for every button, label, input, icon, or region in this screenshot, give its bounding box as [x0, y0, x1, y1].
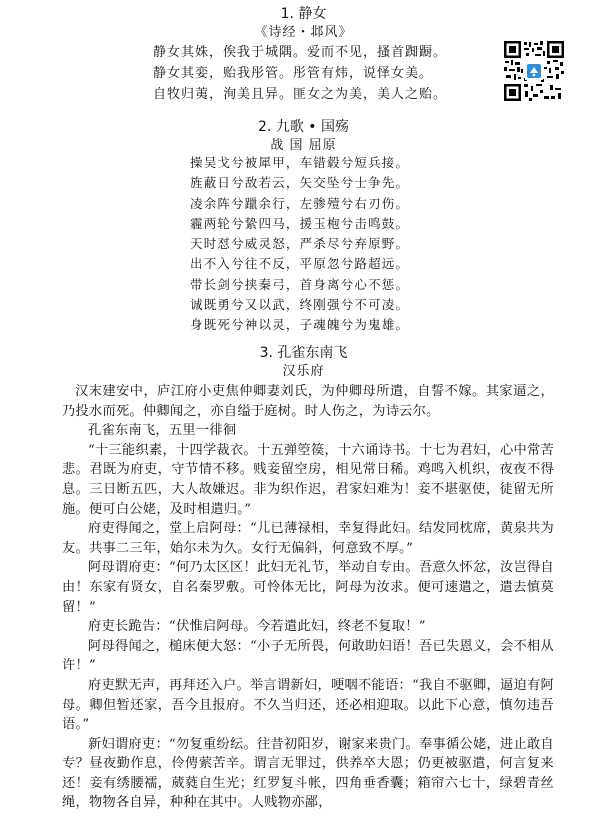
- poem3-paragraph: 孔雀东南飞，五里一徘徊: [88, 423, 237, 439]
- poem2-line: 出不入兮往不反，平原忽兮路超远。: [190, 256, 410, 272]
- poem1-line: 静女其姝，俟我于城隅。爱而不见，搔首踟蹰。: [153, 45, 448, 60]
- poem2-line: 操吴戈兮被犀甲，车错毂兮短兵接。: [190, 155, 410, 170]
- poem2-heading: 2. 九歌 • 国殇: [258, 119, 349, 135]
- poem1-source: 《诗经・邶风》: [254, 25, 353, 40]
- poem1-heading: 1. 静女: [280, 6, 327, 22]
- poem2-line: 带长剑兮挟秦弓，首身离兮心不惩。: [190, 276, 410, 292]
- poem2-line: 诚既勇兮又以武，终刚强兮不可凌。: [190, 297, 410, 313]
- poem1-line: 自牧归荑，洵美且异。匪女之为美，美人之贻。: [153, 87, 448, 102]
- poem3-paragraph: 阿母谓府吏：“何乃太区区！此妇无礼节，举动自专由。吾意久怀忿，汝岂得自由！东家有贤女，自名秦罗敷。可怜体无比，阿母为汝求。便可速遣之，遣去慎莫留！”: [62, 560, 554, 615]
- poem3-paragraph: 府吏默无声，再拜还入户。举言谓新妇，哽咽不能语：“我自不驱卿，逼迫有阿母。卿但暂还家，吾今且报府。不久当归还，还必相迎取。以此下心意，慎勿违吾语。”: [62, 677, 554, 733]
- poem2-author: 战 国 屈原: [270, 138, 337, 153]
- poem2-line: 霾两轮兮絷四马，援玉枹兮击鸣鼓。: [190, 215, 410, 231]
- poem3-author: 汉乐府: [282, 364, 325, 379]
- qr-code-icon: [503, 40, 565, 102]
- poem2-body: [190, 153, 450, 336]
- poem3-preface: 汉末建安中，庐江府小吏焦仲卿妻刘氏，为仲卿母所遣，自誓不嫁。其家逼之，乃投水而死。仲卿闻之，亦自缢于庭树。时人伤之，为诗云尔。: [62, 384, 554, 419]
- poem3-paragraph: 新妇谓府吏：“勿复重纷纭。往昔初阳岁，谢家来贵门。奉事循公姥，进止敢自专？昼夜勤作息，伶俜萦苦辛。谓言无罪过，供养卒大恩；仍更被驱遣，何言复来还！妾有绣腰襦，葳蕤自生光；红罗复斗帐，四角垂香囊；箱帘六七十，绿碧青丝绳，物物各自异，种种在其中。人贱物亦鄙，: [62, 736, 554, 811]
- poem1-line: 静女其娈，贻我彤管。彤管有炜，说怿女美。: [153, 66, 434, 81]
- poem3-paragraph: “十三能织素，十四学裁衣。十五弹箜篌，十六诵诗书。十七为君妇，心中常苦悲。君既为府吏，守节情不移。贱妾留空房，相见常日稀。鸡鸣入机织，夜夜不得息。三日断五匹，大人故嫌迟。非为织作迟，君家妇难为！妾不堪驱使，徒留无所施。便可白公姥，及时相遣归。”: [62, 442, 554, 517]
- qr-code-graphic: [503, 40, 565, 102]
- poem2-line: 凌余阵兮躐余行，左骖殪兮右刃伤。: [190, 195, 410, 211]
- poem2-line: 天时怼兮威灵怒，严杀尽兮弃原野。: [190, 236, 410, 252]
- poem2-line: 身既死兮神以灵，子魂魄兮为鬼雄。: [190, 317, 410, 333]
- poem2-line: 旌蔽日兮敌若云，矢交坠兮士争先。: [190, 175, 410, 191]
- poem3-heading: 3. 孔雀东南飞: [259, 345, 348, 361]
- poem1-body: [153, 42, 493, 105]
- poem3-body: [62, 382, 554, 813]
- poem3-paragraph: 府吏长跪告：“伏惟启阿母。今若遣此妇，终老不复取！”: [88, 619, 426, 635]
- poem3-paragraph: 阿母得闻之，槌床便大怒：“小子无所畏，何敢助妇语！吾已失恩义，会不相从许！”: [62, 638, 554, 674]
- poem3-paragraph: 府吏得闻之，堂上启阿母：“儿已薄禄相，幸复得此妇。结发同枕席，黄泉共为友。共事二三年，始尔未为久。女行无偏斜，何意致不厚。”: [62, 521, 554, 556]
